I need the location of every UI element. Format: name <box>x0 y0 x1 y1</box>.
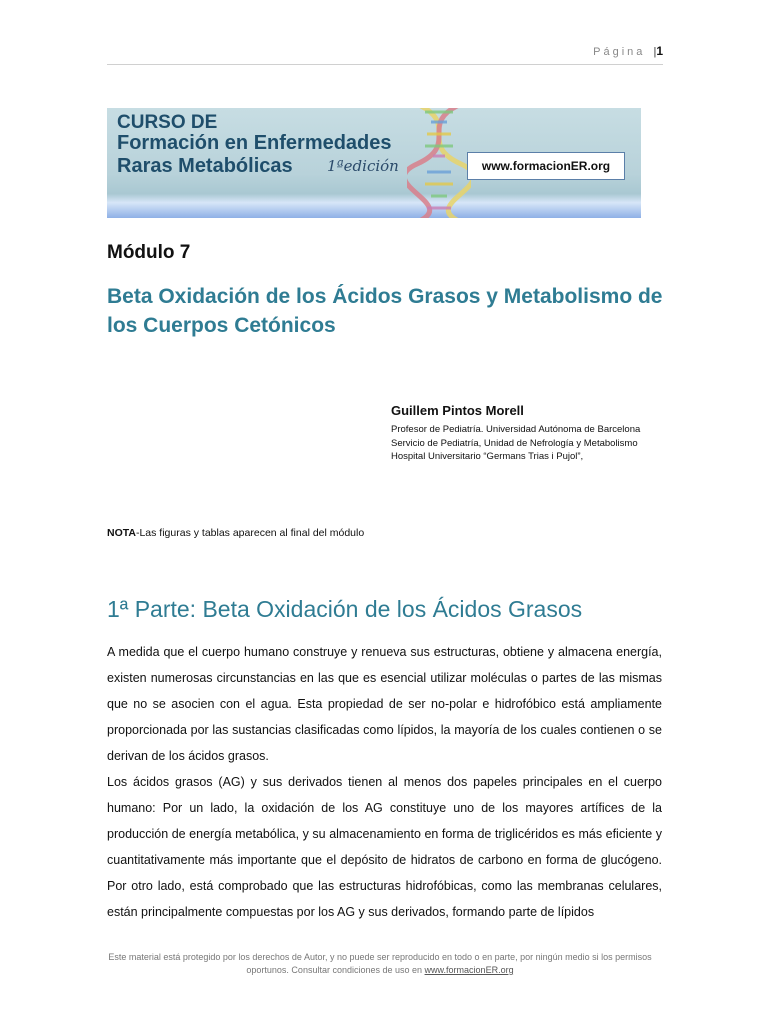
section-heading: 1ª Parte: Beta Oxidación de los Ácidos Grasos <box>107 596 583 622</box>
paragraph: Los ácidos grasos (AG) y sus derivados tienen al menos dos papeles principales en el cuerpo humano: Por un lado, la oxidación de los AG constituye uno de los mayores artífices de la producción de energía metabólica, y su almacenamiento en forma de triglicéridos es más eficiente y cuantitativamente más importante que el depósito de hidratos de carbono en forma de glucógeno. Por otro lado, está comprobado que las estructuras hidrofóbicas, como las membranas celulares, están principalmente compuestas por los AG y sus derivados, formando parte de lípidos <box>107 775 662 919</box>
page-header <box>107 44 663 58</box>
body-text <box>107 639 662 925</box>
course-banner <box>107 108 641 218</box>
document-title: Beta Oxidación de los Ácidos Grasos y Metabolismo de los Cuerpos Cetónicos <box>107 285 663 337</box>
note-label: NOTA <box>107 527 136 539</box>
banner-edition: 1ªedición <box>327 157 399 175</box>
author-block <box>391 403 671 464</box>
author-affiliation-1: Profesor de Pediatría. Universidad Autónoma de Barcelona <box>391 424 641 435</box>
paragraph: A medida que el cuerpo humano construye y renueva sus estructuras, obtiene y almacena energía, existen numerosas circunstancias en las que es esencial utilizar moléculas o partes de las mismas que no se asocien con el agua. Esta propiedad de ser no-polar e hidrofóbico está ampliamente proporcionada por las sustancias clasificadas como lípidos, la mayoría de los cuales contienen o se derivan de los ácidos grasos. <box>107 645 662 763</box>
page-label: Página <box>593 46 646 58</box>
header-divider <box>107 64 663 65</box>
note <box>107 527 364 539</box>
page-separator: | <box>653 46 657 58</box>
note-text: -Las figuras y tablas aparecen al final del módulo <box>135 527 365 539</box>
dna-helix-icon <box>407 108 471 218</box>
footer-text: Este material está protegido por los derechos de Autor, y no puede ser reproducido en todo o en parte, por ningún medio si los permisos oportunos. Consultar condiciones de uso en <box>108 952 652 975</box>
banner-line-2: Formación en Enfermedades <box>117 132 392 154</box>
module-heading: Módulo 7 <box>107 242 191 263</box>
page-number: 1 <box>656 44 663 58</box>
footer-link[interactable]: www.formacionER.org <box>424 965 514 975</box>
copyright-footer <box>90 951 670 977</box>
banner-line-1: CURSO DE <box>117 112 218 133</box>
author-name: Guillem Pintos Morell <box>391 403 524 418</box>
author-affiliation-3: Hospital Universitario “Germans Trias i Pujol”, <box>391 451 584 462</box>
banner-line-3: Raras Metabólicas <box>117 155 293 177</box>
banner-url[interactable]: www.formacionER.org <box>467 152 625 180</box>
author-affiliation-2: Servicio de Pediatría, Unidad de Nefrología y Metabolismo <box>391 437 638 449</box>
